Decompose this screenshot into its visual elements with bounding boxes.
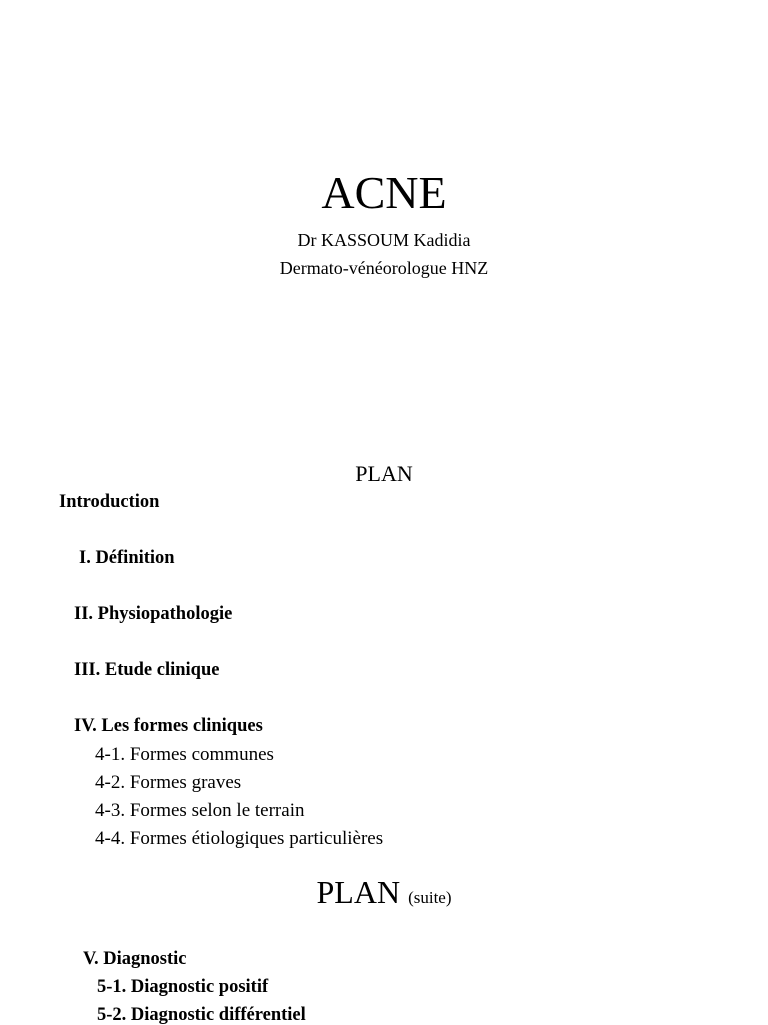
plan-item-etude-clinique: III. Etude clinique bbox=[74, 660, 220, 680]
author-role: Dermato-vénéorologue HNZ bbox=[279, 258, 489, 278]
author-name: Dr KASSOUM Kadidia bbox=[297, 230, 471, 250]
plan-subitem: 4-3. Formes selon le terrain bbox=[95, 800, 305, 821]
plan-suite-heading bbox=[0, 876, 768, 908]
plan-suite-title: PLAN bbox=[316, 874, 401, 910]
plan-subitem-diagnostic-differentiel: 5-2. Diagnostic différentiel bbox=[97, 1005, 306, 1025]
plan-item-introduction: Introduction bbox=[59, 492, 160, 512]
plan-item-physiopathologie: II. Physiopathologie bbox=[74, 604, 233, 624]
plan-item-definition: I. Définition bbox=[79, 548, 175, 568]
plan-subitem-diagnostic-positif: 5-1. Diagnostic positif bbox=[97, 977, 269, 997]
plan-heading: PLAN bbox=[355, 461, 413, 486]
document-title: ACNE bbox=[321, 167, 447, 218]
plan-suite-suffix: (suite) bbox=[408, 888, 452, 907]
plan-subitem: 4-1. Formes communes bbox=[95, 744, 274, 765]
plan-item-formes-cliniques: IV. Les formes cliniques bbox=[74, 716, 263, 736]
plan-item-diagnostic: V. Diagnostic bbox=[83, 949, 187, 969]
plan-subitem: 4-4. Formes étiologiques particulières bbox=[95, 828, 384, 849]
plan-subitem: 4-2. Formes graves bbox=[95, 772, 242, 793]
